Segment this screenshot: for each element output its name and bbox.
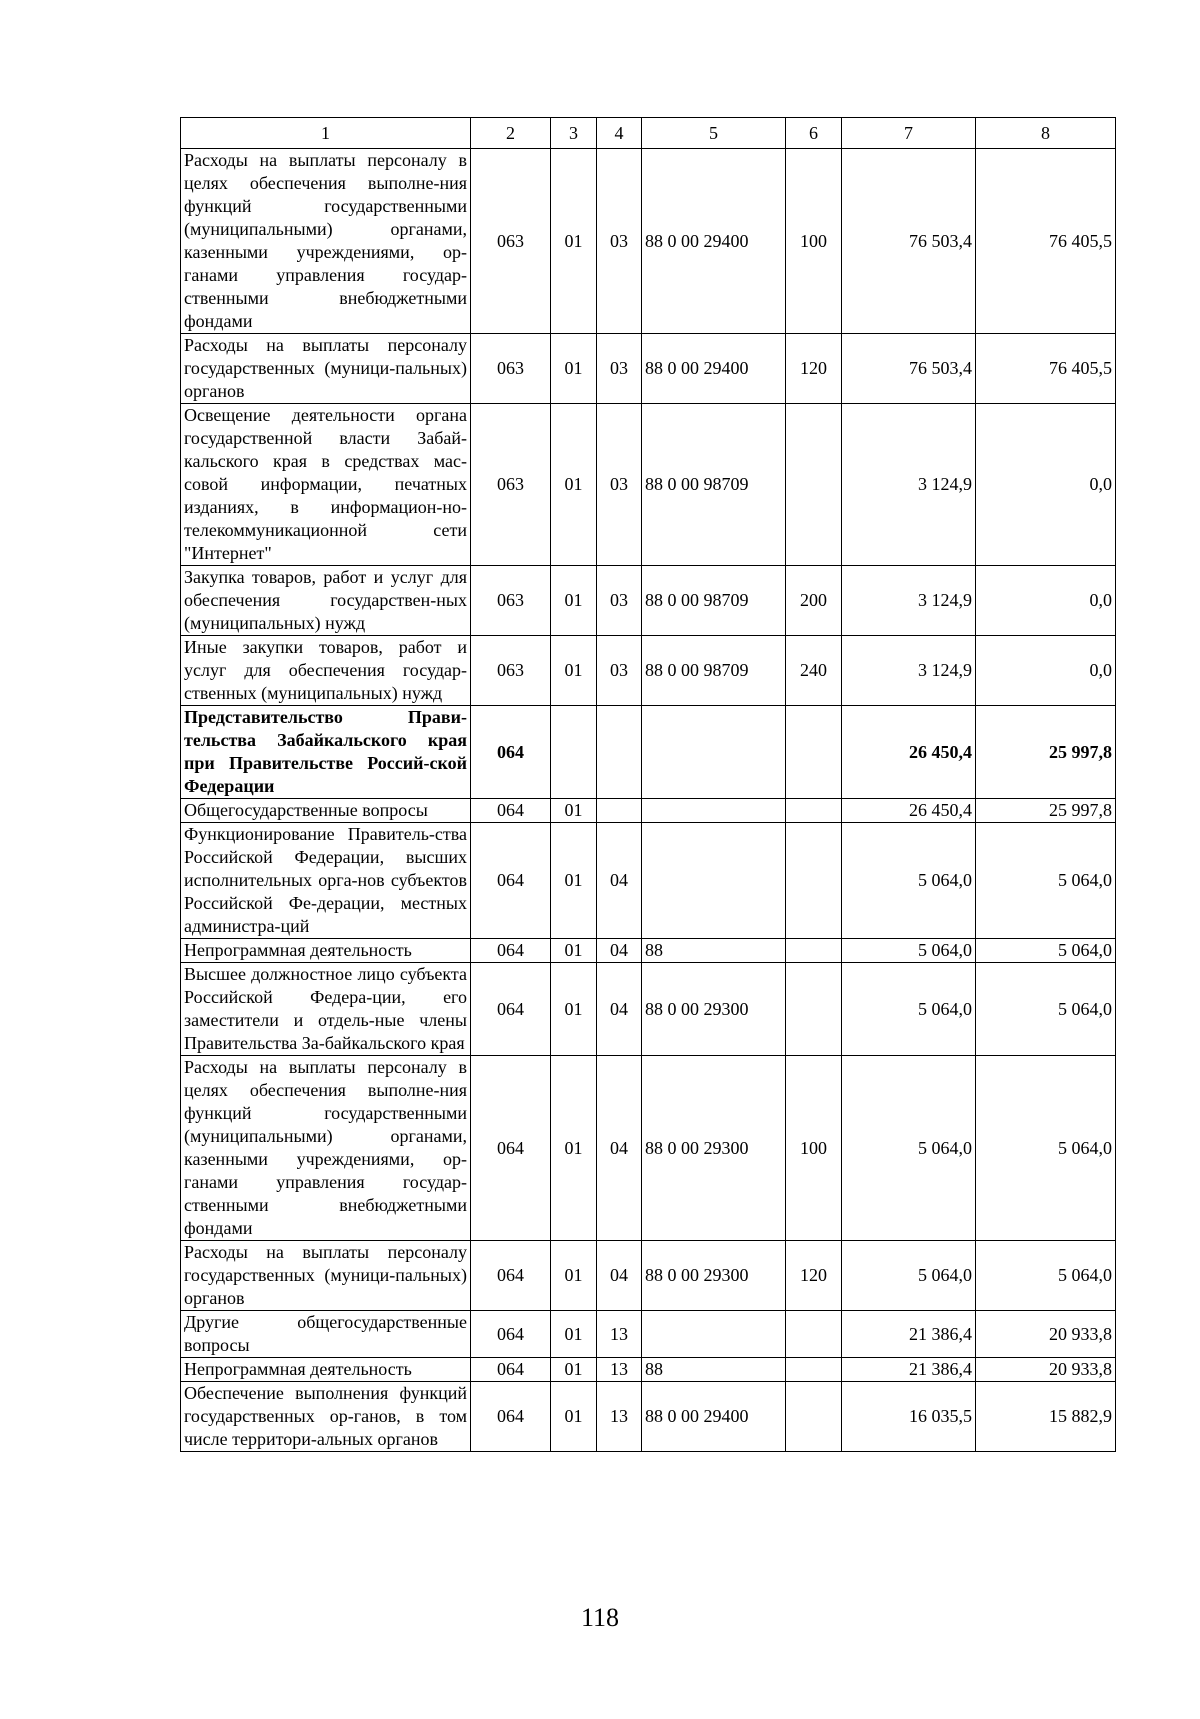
ministry-code-cell: 063 [471, 566, 551, 636]
table-row [181, 1241, 1116, 1311]
section-code-cell: 01 [551, 939, 597, 963]
amount-col7-cell: 5 064,0 [842, 963, 976, 1056]
amount-col7-cell: 21 386,4 [842, 1358, 976, 1382]
amount-col7-cell: 16 035,5 [842, 1382, 976, 1452]
expense-type-cell [786, 706, 842, 799]
ministry-code-cell: 064 [471, 963, 551, 1056]
target-article-cell [642, 799, 786, 823]
subsection-code-cell: 13 [597, 1358, 642, 1382]
subsection-code-cell: 04 [597, 963, 642, 1056]
ministry-code-cell: 064 [471, 1358, 551, 1382]
amount-col7-cell: 21 386,4 [842, 1311, 976, 1358]
section-code-cell: 01 [551, 1358, 597, 1382]
target-article-cell: 88 0 00 98709 [642, 566, 786, 636]
target-article-cell: 88 0 00 29400 [642, 149, 786, 334]
expense-name-cell: Непрограммная деятельность [181, 1358, 471, 1382]
amount-col8-cell: 5 064,0 [976, 1241, 1116, 1311]
amount-col8-cell: 5 064,0 [976, 1056, 1116, 1241]
amount-col8-cell: 5 064,0 [976, 939, 1116, 963]
target-article-cell [642, 1311, 786, 1358]
section-code-cell: 01 [551, 149, 597, 334]
ministry-code-cell: 064 [471, 1056, 551, 1241]
table-header-row [181, 118, 1116, 149]
amount-col8-cell: 76 405,5 [976, 334, 1116, 404]
expense-name-cell: Иные закупки товаров, работ и услуг для обеспечения государ-ственных (муниципальных) нужд [181, 636, 471, 706]
section-code-cell: 01 [551, 1311, 597, 1358]
expense-name-cell: Обеспечение выполнения функций государственных ор-ганов, в том числе территори-альных органов [181, 1382, 471, 1452]
ministry-code-cell: 063 [471, 334, 551, 404]
expense-type-cell [786, 799, 842, 823]
expense-type-cell: 120 [786, 1241, 842, 1311]
subsection-code-cell: 03 [597, 404, 642, 566]
expense-name-cell: Расходы на выплаты персоналу в целях обеспечения выполне-ния функций государственными (муниципальными) органами, казенными учреждениями, ор-ганами управления государ-ственными внебюджетными фондами [181, 1056, 471, 1241]
target-article-cell: 88 0 00 29400 [642, 334, 786, 404]
subsection-code-cell: 13 [597, 1311, 642, 1358]
amount-col8-cell: 20 933,8 [976, 1358, 1116, 1382]
ministry-code-cell: 064 [471, 823, 551, 939]
section-code-cell: 01 [551, 636, 597, 706]
section-code-cell [551, 706, 597, 799]
target-article-cell: 88 0 00 98709 [642, 636, 786, 706]
table-row [181, 636, 1116, 706]
amount-col7-cell: 76 503,4 [842, 149, 976, 334]
expense-type-cell [786, 1382, 842, 1452]
expense-type-cell: 100 [786, 1056, 842, 1241]
ministry-code-cell: 063 [471, 636, 551, 706]
table-row [181, 1056, 1116, 1241]
expense-name-cell: Расходы на выплаты персоналу в целях обеспечения выполне-ния функций государственными (муниципальными) органами, казенными учреждениями, ор-ганами управления государ-ственными внебюджетными фондами [181, 149, 471, 334]
expense-name-cell: Расходы на выплаты персоналу государственных (муници-пальных) органов [181, 1241, 471, 1311]
amount-col7-cell: 3 124,9 [842, 566, 976, 636]
section-code-cell: 01 [551, 799, 597, 823]
amount-col8-cell: 0,0 [976, 566, 1116, 636]
subsection-code-cell: 04 [597, 939, 642, 963]
section-code-cell: 01 [551, 1056, 597, 1241]
subsection-code-cell [597, 799, 642, 823]
target-article-cell [642, 823, 786, 939]
expense-name-cell: Общегосударственные вопросы [181, 799, 471, 823]
page-number: 118 [580, 1603, 620, 1632]
amount-col8-cell: 0,0 [976, 636, 1116, 706]
table-row [181, 1358, 1116, 1382]
table-row [181, 799, 1116, 823]
amount-col8-cell: 25 997,8 [976, 706, 1116, 799]
amount-col8-cell: 15 882,9 [976, 1382, 1116, 1452]
ministry-code-cell: 064 [471, 799, 551, 823]
section-code-cell: 01 [551, 963, 597, 1056]
table-row [181, 1311, 1116, 1358]
amount-col8-cell: 25 997,8 [976, 799, 1116, 823]
table-row [181, 963, 1116, 1056]
subsection-code-cell: 03 [597, 334, 642, 404]
target-article-cell: 88 0 00 29300 [642, 1241, 786, 1311]
ministry-code-cell: 064 [471, 939, 551, 963]
expense-name-cell: Высшее должностное лицо субъекта Российской Федера-ции, его заместители и отдель-ные члены Правительства За-байкальского края [181, 963, 471, 1056]
table-row [181, 823, 1116, 939]
ministry-code-cell: 063 [471, 404, 551, 566]
ministry-code-cell: 063 [471, 149, 551, 334]
expense-type-cell: 100 [786, 149, 842, 334]
amount-col7-cell: 3 124,9 [842, 636, 976, 706]
subsection-code-cell: 03 [597, 149, 642, 334]
ministry-code-cell: 064 [471, 1311, 551, 1358]
subsection-code-cell: 04 [597, 1241, 642, 1311]
expense-name-cell: Расходы на выплаты персоналу государственных (муници-пальных) органов [181, 334, 471, 404]
expense-type-cell [786, 823, 842, 939]
table-row [181, 706, 1116, 799]
table-row [181, 1382, 1116, 1452]
expense-name-cell: Представительство Прави-тельства Забайкальского края при Правительстве Россий-ской Федерации [181, 706, 471, 799]
expense-name-cell: Закупка товаров, работ и услуг для обеспечения государствен-ных (муниципальных) нужд [181, 566, 471, 636]
section-code-cell: 01 [551, 566, 597, 636]
column-header: 6 [786, 118, 842, 149]
table-row [181, 939, 1116, 963]
target-article-cell: 88 [642, 1358, 786, 1382]
column-header: 4 [597, 118, 642, 149]
column-header: 2 [471, 118, 551, 149]
expense-type-cell [786, 939, 842, 963]
amount-col7-cell: 5 064,0 [842, 823, 976, 939]
amount-col8-cell: 20 933,8 [976, 1311, 1116, 1358]
table-row [181, 404, 1116, 566]
expense-name-cell: Функционирование Правитель-ства Российской Федерации, высших исполнительных орга-нов субъектов Российской Фе-дерации, местных администра-ций [181, 823, 471, 939]
table-row [181, 566, 1116, 636]
amount-col7-cell: 3 124,9 [842, 404, 976, 566]
column-header: 7 [842, 118, 976, 149]
table-body [181, 149, 1116, 1452]
table-row [181, 334, 1116, 404]
section-code-cell: 01 [551, 404, 597, 566]
expense-type-cell [786, 963, 842, 1056]
subsection-code-cell: 04 [597, 823, 642, 939]
table-row [181, 149, 1116, 334]
budget-table [180, 117, 1116, 1452]
amount-col7-cell: 5 064,0 [842, 1056, 976, 1241]
expense-type-cell: 200 [786, 566, 842, 636]
expense-name-cell: Непрограммная деятельность [181, 939, 471, 963]
section-code-cell: 01 [551, 334, 597, 404]
section-code-cell: 01 [551, 1382, 597, 1452]
column-header: 8 [976, 118, 1116, 149]
column-header: 5 [642, 118, 786, 149]
amount-col8-cell: 0,0 [976, 404, 1116, 566]
amount-col7-cell: 26 450,4 [842, 706, 976, 799]
target-article-cell: 88 [642, 939, 786, 963]
amount-col8-cell: 5 064,0 [976, 963, 1116, 1056]
subsection-code-cell: 04 [597, 1056, 642, 1241]
expense-type-cell: 120 [786, 334, 842, 404]
amount-col7-cell: 26 450,4 [842, 799, 976, 823]
expense-name-cell: Освещение деятельности органа государственной власти Забай-кальского края в средствах мас-совой информации, печатных изданиях, в информацион-но-телекоммуникационной сети "Интернет" [181, 404, 471, 566]
expense-name-cell: Другие общегосударственные вопросы [181, 1311, 471, 1358]
column-header: 1 [181, 118, 471, 149]
section-code-cell: 01 [551, 823, 597, 939]
subsection-code-cell [597, 706, 642, 799]
target-article-cell: 88 0 00 29300 [642, 963, 786, 1056]
amount-col7-cell: 5 064,0 [842, 1241, 976, 1311]
section-code-cell: 01 [551, 1241, 597, 1311]
amount-col7-cell: 5 064,0 [842, 939, 976, 963]
target-article-cell: 88 0 00 29300 [642, 1056, 786, 1241]
amount-col7-cell: 76 503,4 [842, 334, 976, 404]
subsection-code-cell: 03 [597, 636, 642, 706]
ministry-code-cell: 064 [471, 706, 551, 799]
ministry-code-cell: 064 [471, 1382, 551, 1452]
subsection-code-cell: 13 [597, 1382, 642, 1452]
expense-type-cell [786, 404, 842, 566]
expense-type-cell [786, 1311, 842, 1358]
ministry-code-cell: 064 [471, 1241, 551, 1311]
expense-type-cell: 240 [786, 636, 842, 706]
target-article-cell: 88 0 00 29400 [642, 1382, 786, 1452]
target-article-cell [642, 706, 786, 799]
amount-col8-cell: 76 405,5 [976, 149, 1116, 334]
expense-type-cell [786, 1358, 842, 1382]
column-header: 3 [551, 118, 597, 149]
amount-col8-cell: 5 064,0 [976, 823, 1116, 939]
target-article-cell: 88 0 00 98709 [642, 404, 786, 566]
subsection-code-cell: 03 [597, 566, 642, 636]
